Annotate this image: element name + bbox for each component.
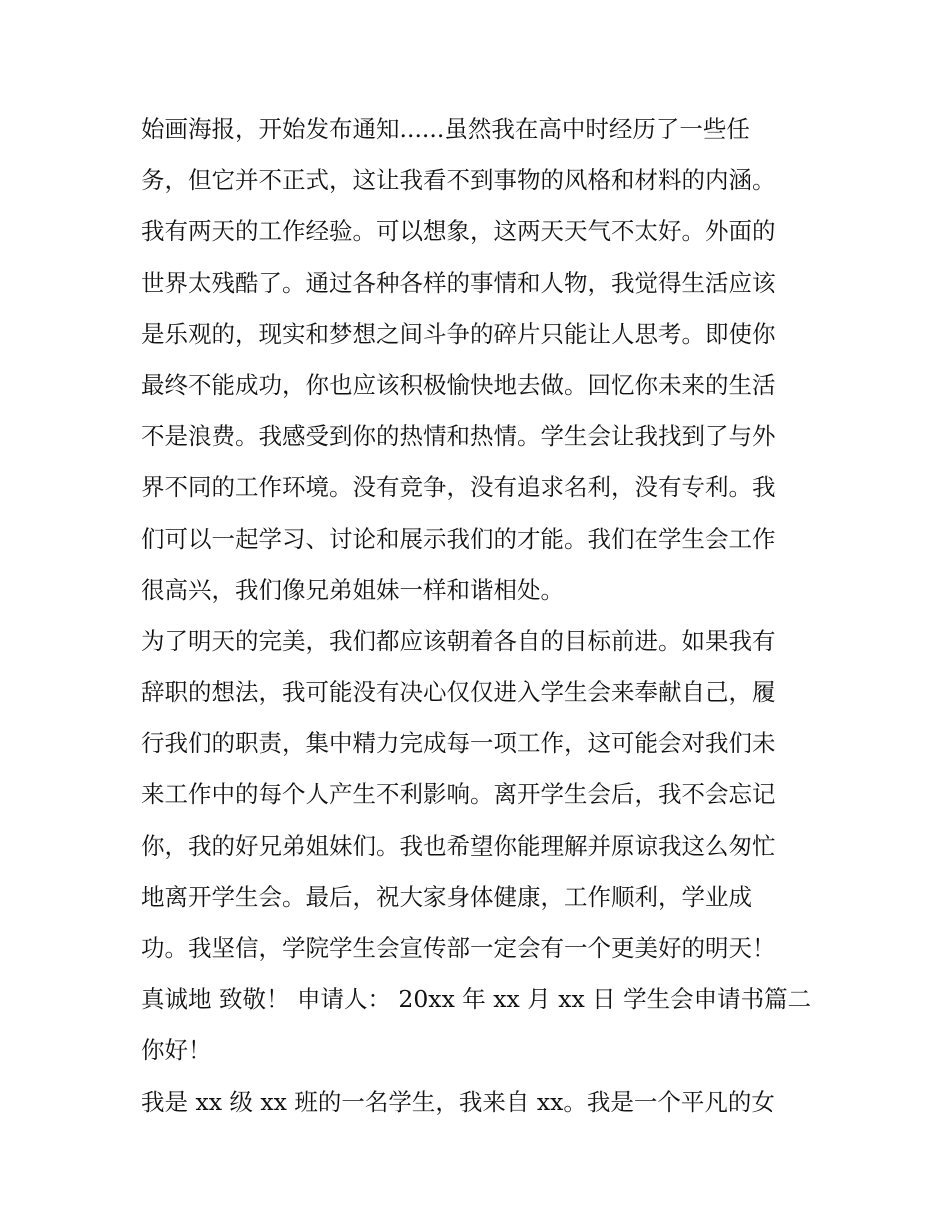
text-line: 你好！ bbox=[141, 1036, 212, 1065]
text-line: 始画海报，开始发布通知......虽然我在高中时经历了一些任 bbox=[141, 115, 750, 143]
text-line: 是乐观的，现实和梦想之间斗争的碎片只能让人思考。即使你 bbox=[141, 319, 776, 348]
text-line: 为了明天的完美，我们都应该朝着各自的目标前进。如果我有 bbox=[141, 626, 776, 655]
text-line: 们可以一起学习、讨论和展示我们的才能。我们在学生会工作 bbox=[141, 524, 776, 553]
text-line: 界不同的工作环境。没有竞争，没有追求名利，没有专利。我 bbox=[141, 473, 776, 502]
text-line: 来工作中的每个人产生不利影响。离开学生会后，我不会忘记 bbox=[141, 780, 776, 809]
text-line: 真诚地 致敬！ 申请人： 20xx 年 xx 月 xx 日 学生会申请书篇二 bbox=[141, 985, 812, 1014]
text-line: 行我们的职责，集中精力完成每一项工作，这可能会对我们未 bbox=[141, 729, 776, 758]
text-line: 务，但它并不正式，这让我看不到事物的风格和材料的内涵。 bbox=[141, 166, 776, 195]
text-line: 功。我坚信，学院学生会宣传部一定会有一个更美好的明天！ bbox=[141, 934, 776, 962]
text-line: 地离开学生会。最后，祝大家身体健康，工作顺利，学业成 bbox=[141, 882, 752, 911]
text-line: 我是 xx 级 xx 班的一名学生，我来自 xx。我是一个平凡的女 bbox=[141, 1087, 775, 1116]
document-body bbox=[141, 104, 841, 1128]
text-line: 你，我的好兄弟姐妹们。我也希望你能理解并原谅我这么匆忙 bbox=[141, 831, 776, 860]
text-line: 我有两天的工作经验。可以想象，这两天天气不太好。外面的 bbox=[141, 217, 776, 246]
text-line: 很高兴，我们像兄弟姐妹一样和谐相处。 bbox=[141, 575, 564, 604]
text-line: 不是浪费。我感受到你的热情和热情。学生会让我找到了与外 bbox=[141, 422, 776, 451]
text-line: 最终不能成功，你也应该积极愉快地去做。回忆你未来的生活 bbox=[141, 370, 776, 399]
text-line: 辞职的想法，我可能没有决心仅仅进入学生会来奉献自己，履 bbox=[141, 678, 776, 707]
text-line: 世界太残酷了。通过各种各样的事情和人物，我觉得生活应该 bbox=[141, 268, 776, 297]
